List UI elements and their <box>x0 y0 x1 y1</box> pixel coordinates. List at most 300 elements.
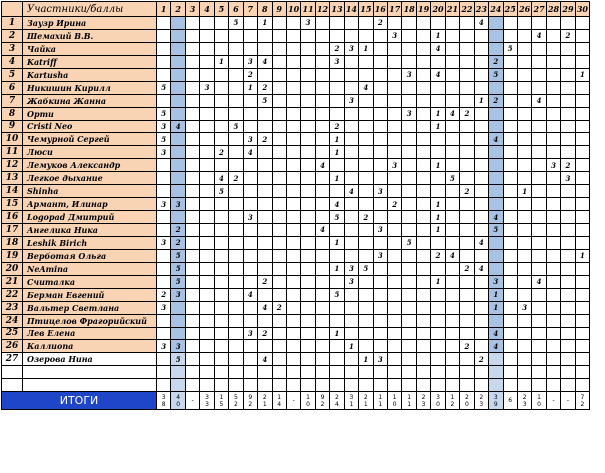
score-cell <box>330 301 344 314</box>
score-cell <box>200 340 214 353</box>
score-cell <box>561 94 575 107</box>
score-cell: 2 <box>474 353 488 366</box>
empty-cell <box>301 379 315 392</box>
score-cell: 5 <box>229 17 243 30</box>
score-cell <box>286 159 300 172</box>
score-cell <box>344 314 358 327</box>
score-cell <box>243 236 257 249</box>
score-cell <box>229 301 243 314</box>
score-cell <box>171 327 185 340</box>
score-cell <box>330 107 344 120</box>
score-cell <box>373 107 387 120</box>
empty-cell <box>460 366 474 379</box>
score-cell <box>344 236 358 249</box>
score-cell <box>359 340 373 353</box>
score-cell <box>388 353 402 366</box>
score-cell <box>272 288 286 301</box>
empty-cell <box>373 379 387 392</box>
score-cell <box>532 236 546 249</box>
column-header: 4 <box>200 2 214 17</box>
score-cell <box>200 327 214 340</box>
score-cell <box>243 120 257 133</box>
score-cell <box>330 81 344 94</box>
score-cell <box>359 55 373 68</box>
score-cell <box>402 275 416 288</box>
score-cell <box>272 236 286 249</box>
table-row <box>2 120 590 133</box>
score-cell <box>157 55 171 68</box>
score-cell <box>431 327 445 340</box>
score-cell <box>416 301 430 314</box>
score-cell: 3 <box>344 262 358 275</box>
score-cell <box>258 249 272 262</box>
score-cell <box>416 288 430 301</box>
score-cell <box>561 211 575 224</box>
score-cell <box>272 133 286 146</box>
score-cell <box>575 340 589 353</box>
score-cell <box>402 81 416 94</box>
score-cell <box>185 120 199 133</box>
score-cell <box>402 94 416 107</box>
score-cell <box>229 211 243 224</box>
table-row <box>2 353 590 366</box>
score-cell <box>388 301 402 314</box>
score-cell <box>460 159 474 172</box>
score-cell <box>474 340 488 353</box>
total-value: 3 1 <box>344 392 358 410</box>
score-cell <box>474 29 488 42</box>
score-cell: 3 <box>157 146 171 159</box>
score-cell <box>532 81 546 94</box>
score-cell <box>272 120 286 133</box>
score-cell <box>359 185 373 198</box>
score-cell <box>243 159 257 172</box>
score-cell: 2 <box>489 94 503 107</box>
participant-name: Верботая Ольга <box>23 249 157 262</box>
score-cell: 3 <box>171 198 185 211</box>
score-cell <box>243 94 257 107</box>
participant-name: Katriff <box>23 55 157 68</box>
score-cell <box>431 314 445 327</box>
score-cell <box>315 314 329 327</box>
empty-cell <box>185 379 199 392</box>
participant-name: Никишин Кирилл <box>23 81 157 94</box>
score-cell: 1 <box>489 301 503 314</box>
score-cell <box>301 146 315 159</box>
score-cell <box>344 327 358 340</box>
score-cell <box>532 42 546 55</box>
score-cell: 4 <box>344 185 358 198</box>
score-cell <box>315 146 329 159</box>
score-cell <box>460 17 474 30</box>
score-cell <box>503 224 517 237</box>
score-cell <box>359 314 373 327</box>
score-cell: 3 <box>402 107 416 120</box>
total-value: 1 0 <box>388 392 402 410</box>
score-cell <box>388 94 402 107</box>
score-cell <box>460 29 474 42</box>
score-cell: 1 <box>431 211 445 224</box>
score-cell <box>359 68 373 81</box>
score-cell <box>575 42 589 55</box>
score-cell <box>445 262 459 275</box>
score-cell <box>214 17 228 30</box>
score-cell <box>517 314 531 327</box>
score-cell <box>517 29 531 42</box>
score-cell <box>532 262 546 275</box>
score-cell <box>388 262 402 275</box>
empty-cell <box>503 366 517 379</box>
total-value: - <box>561 392 575 410</box>
score-cell <box>243 198 257 211</box>
score-cell <box>315 172 329 185</box>
score-cell <box>301 340 315 353</box>
score-cell <box>503 94 517 107</box>
score-cell <box>243 17 257 30</box>
score-cell <box>272 211 286 224</box>
total-value: 6 <box>503 392 517 410</box>
score-cell <box>157 275 171 288</box>
score-cell <box>546 353 560 366</box>
score-cell <box>200 249 214 262</box>
score-cell: 1 <box>474 94 488 107</box>
score-cell <box>200 94 214 107</box>
score-cell: 5 <box>503 42 517 55</box>
score-cell <box>286 327 300 340</box>
score-cell <box>575 198 589 211</box>
score-cell <box>301 68 315 81</box>
score-cell <box>561 17 575 30</box>
score-cell <box>388 55 402 68</box>
total-value: 3 3 <box>200 392 214 410</box>
score-cell <box>330 185 344 198</box>
score-cell: 4 <box>258 301 272 314</box>
score-cell <box>460 236 474 249</box>
score-cell <box>517 172 531 185</box>
participant-name: Cristi Neo <box>23 120 157 133</box>
empty-cell <box>489 379 503 392</box>
score-cell <box>258 42 272 55</box>
score-cell <box>416 133 430 146</box>
score-cell <box>229 314 243 327</box>
empty-cell <box>431 366 445 379</box>
score-cell <box>402 314 416 327</box>
score-cell <box>272 42 286 55</box>
score-cell <box>272 314 286 327</box>
score-cell <box>503 211 517 224</box>
score-cell <box>171 55 185 68</box>
score-cell <box>431 353 445 366</box>
score-cell <box>258 314 272 327</box>
score-cell <box>373 288 387 301</box>
score-cell <box>373 159 387 172</box>
empty-cell <box>489 366 503 379</box>
column-header: 1 <box>157 2 171 17</box>
empty-cell <box>157 366 171 379</box>
score-cell <box>373 133 387 146</box>
score-cell <box>344 288 358 301</box>
score-cell <box>460 301 474 314</box>
empty-cell <box>301 366 315 379</box>
score-cell <box>532 224 546 237</box>
score-cell: 4 <box>445 107 459 120</box>
score-cell <box>445 224 459 237</box>
score-cell <box>416 94 430 107</box>
column-header: 15 <box>359 2 373 17</box>
score-cell <box>359 327 373 340</box>
score-cell <box>517 288 531 301</box>
score-cell <box>229 29 243 42</box>
empty-cell <box>286 366 300 379</box>
score-cell <box>344 249 358 262</box>
score-cell <box>388 185 402 198</box>
score-cell: 1 <box>344 340 358 353</box>
score-cell <box>315 211 329 224</box>
score-cell <box>315 301 329 314</box>
score-cell <box>373 42 387 55</box>
score-cell <box>503 185 517 198</box>
score-cell <box>200 288 214 301</box>
score-cell <box>402 353 416 366</box>
score-cell <box>301 288 315 301</box>
empty-cell <box>229 379 243 392</box>
score-cell <box>359 275 373 288</box>
score-cell <box>185 314 199 327</box>
score-cell <box>243 262 257 275</box>
score-cell <box>445 146 459 159</box>
score-cell <box>286 172 300 185</box>
score-cell: 1 <box>359 353 373 366</box>
score-cell <box>575 236 589 249</box>
score-cell <box>388 314 402 327</box>
score-cell <box>474 224 488 237</box>
empty-cell <box>402 366 416 379</box>
score-cell <box>214 120 228 133</box>
row-number: 15 <box>2 198 23 211</box>
empty-cell <box>171 379 185 392</box>
score-cell <box>330 224 344 237</box>
empty-cell <box>330 379 344 392</box>
score-cell <box>344 133 358 146</box>
score-cell <box>243 224 257 237</box>
score-cell <box>460 120 474 133</box>
score-cell: 5 <box>157 133 171 146</box>
score-cell <box>474 185 488 198</box>
score-cell <box>315 81 329 94</box>
score-cell <box>445 340 459 353</box>
score-cell <box>546 249 560 262</box>
score-cell <box>171 185 185 198</box>
score-cell <box>489 172 503 185</box>
empty-cell <box>286 379 300 392</box>
empty-cell <box>561 366 575 379</box>
score-cell <box>532 68 546 81</box>
score-cell <box>185 42 199 55</box>
score-cell <box>171 146 185 159</box>
score-cell <box>272 94 286 107</box>
score-cell <box>561 133 575 146</box>
empty-cell <box>546 366 560 379</box>
score-cell <box>388 275 402 288</box>
score-cell <box>575 94 589 107</box>
score-cell <box>185 159 199 172</box>
score-cell <box>561 249 575 262</box>
score-cell <box>344 107 358 120</box>
score-cell <box>200 55 214 68</box>
score-cell <box>503 146 517 159</box>
participant-name: Жабкина Жанна <box>23 94 157 107</box>
score-cell <box>157 327 171 340</box>
score-cell <box>445 211 459 224</box>
score-cell <box>157 249 171 262</box>
score-cell <box>388 120 402 133</box>
score-cell <box>575 327 589 340</box>
empty-cell <box>214 366 228 379</box>
score-cell: 4 <box>474 17 488 30</box>
total-value: 2 0 <box>460 392 474 410</box>
score-cell <box>185 262 199 275</box>
score-cell <box>532 288 546 301</box>
score-cell <box>575 133 589 146</box>
score-cell <box>474 275 488 288</box>
score-cell <box>344 172 358 185</box>
score-cell <box>243 172 257 185</box>
score-cell <box>402 17 416 30</box>
score-cell <box>575 275 589 288</box>
score-cell <box>460 327 474 340</box>
total-value: 1 1 <box>373 392 387 410</box>
row-number: 17 <box>2 224 23 237</box>
empty-cell <box>474 366 488 379</box>
score-cell <box>431 340 445 353</box>
score-cell: 1 <box>575 68 589 81</box>
score-cell <box>575 262 589 275</box>
score-cell <box>301 353 315 366</box>
score-cell <box>388 236 402 249</box>
score-cell <box>315 288 329 301</box>
score-cell <box>214 275 228 288</box>
score-cell <box>460 314 474 327</box>
score-cell <box>532 185 546 198</box>
empty-cell <box>171 366 185 379</box>
table-row <box>2 107 590 120</box>
score-cell <box>214 198 228 211</box>
score-cell <box>344 159 358 172</box>
empty-cell <box>272 379 286 392</box>
score-cell <box>258 224 272 237</box>
score-cell <box>532 133 546 146</box>
score-cell <box>229 224 243 237</box>
score-cell <box>503 81 517 94</box>
score-cell <box>258 146 272 159</box>
score-cell: 3 <box>561 172 575 185</box>
score-cell <box>286 340 300 353</box>
score-cell <box>373 68 387 81</box>
score-cell <box>157 159 171 172</box>
score-cell <box>243 107 257 120</box>
score-cell: 5 <box>157 81 171 94</box>
score-cell: 5 <box>258 94 272 107</box>
score-cell <box>286 353 300 366</box>
score-cell <box>445 94 459 107</box>
row-number: 1 <box>2 17 23 30</box>
score-cell <box>503 327 517 340</box>
score-cell <box>157 314 171 327</box>
score-cell <box>315 55 329 68</box>
score-cell <box>373 340 387 353</box>
score-cell <box>561 353 575 366</box>
score-cell <box>503 159 517 172</box>
row-number: 11 <box>2 146 23 159</box>
score-cell <box>200 185 214 198</box>
score-cell: 5 <box>229 120 243 133</box>
empty-cell <box>575 379 589 392</box>
score-cell: 2 <box>157 288 171 301</box>
score-cell: 2 <box>330 42 344 55</box>
total-value: 1 5 <box>214 392 228 410</box>
score-cell <box>185 275 199 288</box>
score-cell <box>229 68 243 81</box>
score-cell <box>416 211 430 224</box>
total-value: 2 3 <box>474 392 488 410</box>
score-cell: 1 <box>359 42 373 55</box>
score-cell <box>489 107 503 120</box>
score-cell <box>330 353 344 366</box>
participant-name: Шемахий В.В. <box>23 29 157 42</box>
score-cell <box>489 262 503 275</box>
total-value: 2 3 <box>416 392 430 410</box>
participant-name: Чемурной Сергей <box>23 133 157 146</box>
score-cell <box>185 172 199 185</box>
score-cell <box>200 107 214 120</box>
score-cell <box>315 198 329 211</box>
score-cell <box>561 236 575 249</box>
row-number: 21 <box>2 275 23 288</box>
score-cell <box>445 353 459 366</box>
score-cell <box>532 198 546 211</box>
total-value: - <box>286 392 300 410</box>
totals-row <box>2 392 590 410</box>
score-cell <box>561 198 575 211</box>
score-cell <box>416 340 430 353</box>
score-cell <box>503 249 517 262</box>
score-cell <box>157 17 171 30</box>
score-cell: 2 <box>460 340 474 353</box>
score-cell <box>546 262 560 275</box>
score-cell <box>315 262 329 275</box>
participant-name: Лев Елена <box>23 327 157 340</box>
row-number: 18 <box>2 236 23 249</box>
score-cell <box>359 133 373 146</box>
empty-cell <box>258 366 272 379</box>
score-cell: 5 <box>402 236 416 249</box>
score-cell <box>416 262 430 275</box>
score-cell: 3 <box>344 42 358 55</box>
score-cell: 2 <box>258 81 272 94</box>
score-cell <box>575 211 589 224</box>
score-cell <box>561 81 575 94</box>
score-cell <box>431 236 445 249</box>
score-cell <box>315 133 329 146</box>
total-value: 2 1 <box>359 392 373 410</box>
score-cell <box>431 17 445 30</box>
score-cell <box>359 236 373 249</box>
score-cell <box>489 353 503 366</box>
table-row <box>2 68 590 81</box>
score-cell <box>546 120 560 133</box>
score-cell: 5 <box>330 211 344 224</box>
score-cell <box>214 327 228 340</box>
